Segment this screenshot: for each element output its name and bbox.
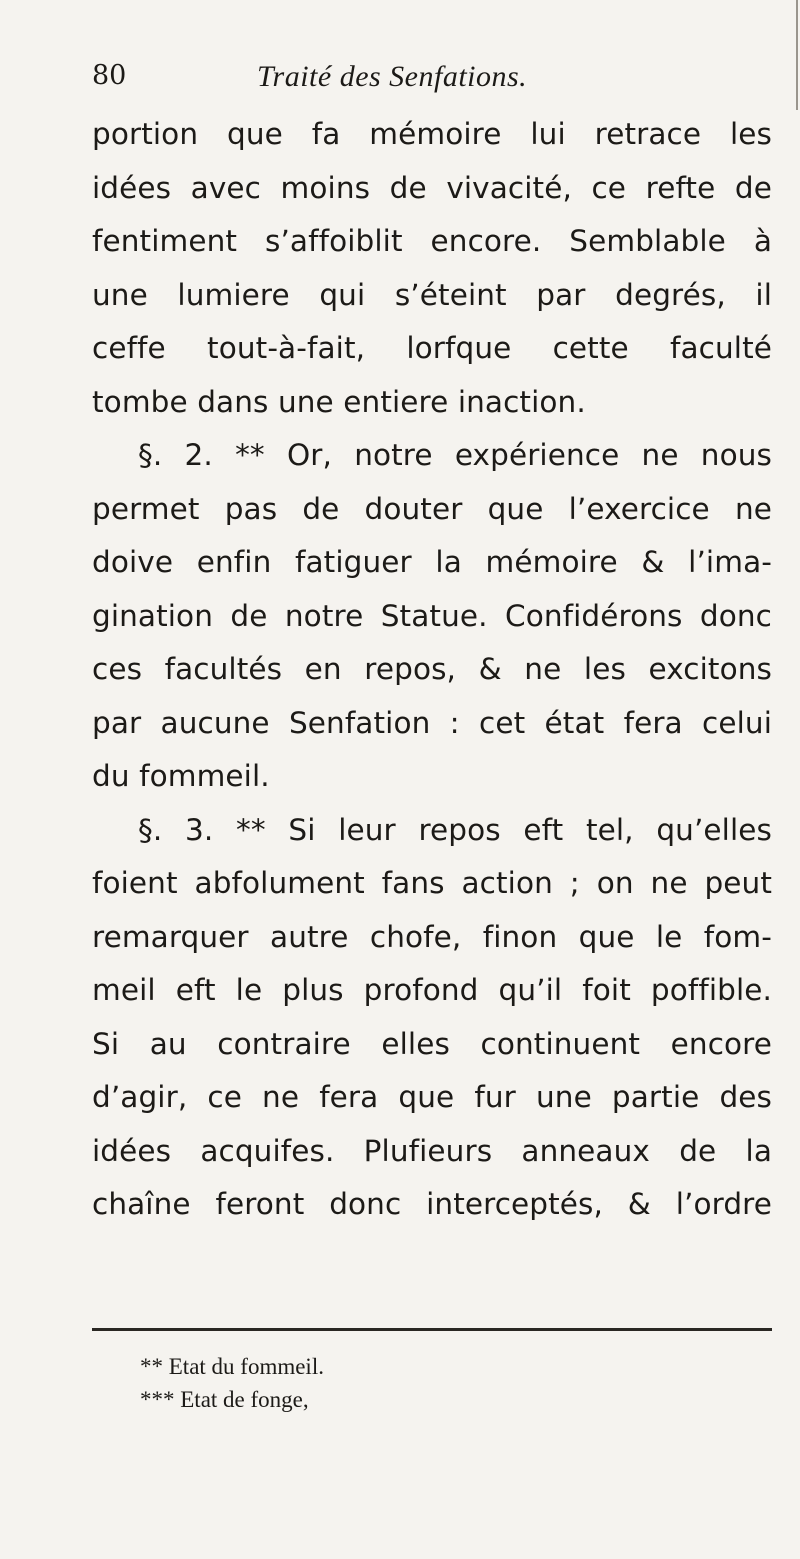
text-line: §. 2. ** Or, notre expérience ne nous [138,438,772,472]
text-line: ceffe tout-à-fait, lorfque cette faculté [92,331,772,365]
running-title: Traité des Senfations. [257,60,528,93]
text-line: tombe dans une entiere inaction. [92,384,586,419]
footnote-rule [92,1328,772,1331]
page-edge [796,0,798,110]
text-line: d’agir, ce ne fera que fur une partie des [92,1080,772,1114]
page-number: 80 [92,60,127,91]
text-line: une lumiere qui s’éteint par degrés, il [92,277,772,312]
page-header [92,60,772,100]
text-line: chaîne feront donc interceptés, & l’ordre [92,1187,772,1221]
footnote: ** Etat du fommeil. [140,1354,324,1379]
footnotes [140,1350,640,1416]
text-line: ces facultés en repos, & ne les excitons [92,652,772,686]
body-text [92,108,772,1232]
text-line: du fommeil. [92,759,270,793]
text-line: gination de notre Statue. Confidérons donc [92,598,772,633]
text-line: permet pas de douter que l’exercice ne [92,491,772,526]
text-line: par aucune Senfation : cet état fera celui [92,705,772,740]
text-line: foient abfolument fans action ; on ne peut [92,866,772,900]
text-line: idées avec moins de vivacité, ce refte de [92,170,772,205]
text-line: portion que fa mémoire lui retrace les [92,117,772,151]
text-line: Si au contraire elles continuent encore [92,1026,772,1061]
text-line: fentiment s’affoiblit encore. Semblable à [92,224,772,258]
text-line: doive enfin fatiguer la mémoire & l’ima- [92,545,772,579]
text-line: remarquer autre chofe, finon que le fom- [92,919,772,954]
footnote: *** Etat de fonge, [140,1387,309,1412]
text-line: §. 3. ** Si leur repos eft tel, qu’elles [138,812,772,847]
text-line: idées acquifes. Plufieurs anneaux de la [92,1133,772,1168]
text-line: meil eft le plus profond qu’il foit poffible. [92,973,772,1007]
